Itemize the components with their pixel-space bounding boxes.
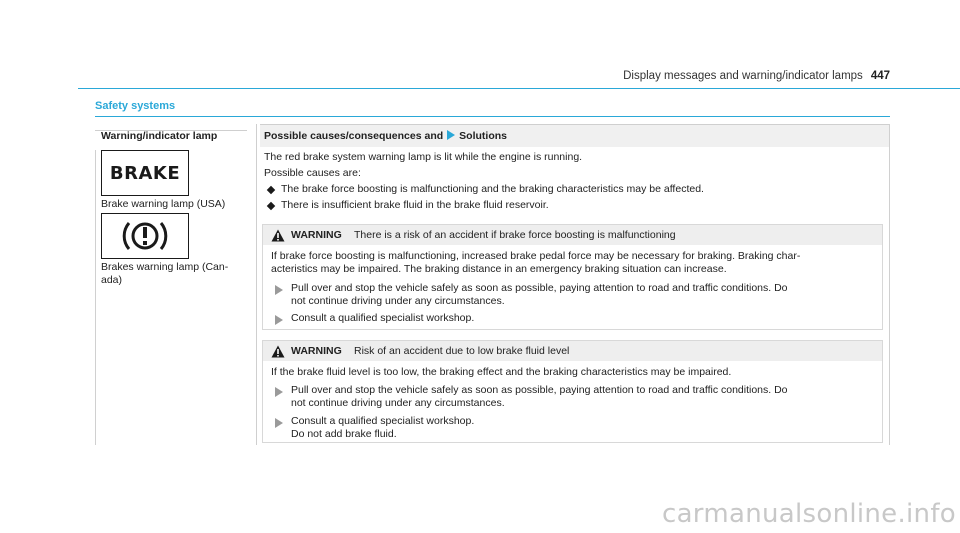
caption-line-1: Brakes warning lamp (Can- bbox=[101, 261, 229, 273]
warning-body-line-1: If the brake fluid level is too low, the braking effect and the braking characteristics may be impaired. bbox=[271, 366, 732, 378]
step-arrow-icon bbox=[275, 418, 283, 428]
table-left-border bbox=[95, 150, 96, 445]
warning-box-fluid-level bbox=[262, 340, 883, 443]
warning-title: Risk of an accident due to low brake fluid level bbox=[354, 345, 570, 357]
warning-triangle-icon bbox=[271, 229, 285, 242]
column-heading-causes bbox=[264, 130, 507, 142]
caption-line-2: ada) bbox=[101, 274, 123, 286]
brake-lamp-text: BRAKE bbox=[109, 162, 181, 184]
brakes-warning-lamp-canada-icon bbox=[101, 213, 189, 259]
bullet-icon bbox=[267, 186, 275, 194]
warning-title: There is a risk of an accident if brake force boosting is malfunctioning bbox=[354, 229, 676, 241]
step-arrow-icon bbox=[275, 285, 283, 295]
table-right-border bbox=[889, 124, 890, 445]
step-2-line-1: Consult a qualified specialist workshop. bbox=[291, 415, 475, 427]
arrow-right-icon bbox=[447, 130, 455, 140]
section-title: Safety systems bbox=[95, 100, 176, 112]
intro-line-1: The red brake system warning lamp is lit while the engine is running. bbox=[264, 151, 583, 163]
brake-warning-lamp-icon bbox=[101, 150, 189, 196]
step-arrow-icon bbox=[275, 387, 283, 397]
column-heading-lamp: Warning/indicator lamp bbox=[101, 130, 218, 142]
column-divider bbox=[256, 124, 257, 445]
top-rule bbox=[78, 88, 960, 89]
brake-lamp-caption-usa: Brake warning lamp (USA) bbox=[101, 198, 226, 210]
heading-causes-text: Possible causes/consequences and bbox=[264, 130, 444, 142]
warning-label: WARNING bbox=[291, 229, 342, 241]
brakes-lamp-caption-canada bbox=[101, 261, 228, 287]
step-arrow-icon bbox=[275, 315, 283, 325]
step-2-line-2: Do not add brake fluid. bbox=[291, 428, 397, 440]
bullet-icon bbox=[267, 202, 275, 210]
page-number: 447 bbox=[870, 70, 890, 82]
intro-line-2: Possible causes are: bbox=[264, 167, 361, 179]
warning-body-line-1: If brake force boosting is malfunctioning, increased brake pedal force may be necessary for braking. Braking char- bbox=[271, 250, 801, 262]
step-1-line-1: Pull over and stop the vehicle safely as soon as possible, paying attention to road and traffic conditions. Do bbox=[291, 282, 788, 294]
watermark-text: carmanualsonline.info bbox=[661, 499, 956, 529]
step-1-line-2: not continue driving under any circumstances. bbox=[291, 295, 505, 307]
warning-triangle-icon bbox=[271, 345, 285, 358]
warning-label: WARNING bbox=[291, 345, 342, 357]
step-1-line-2: not continue driving under any circumstances. bbox=[291, 397, 505, 409]
running-header bbox=[623, 70, 890, 82]
section-rule bbox=[95, 116, 890, 117]
step-2-line-1: Consult a qualified specialist workshop. bbox=[291, 312, 475, 324]
heading-solutions-text: Solutions bbox=[459, 130, 508, 142]
step-1-line-1: Pull over and stop the vehicle safely as soon as possible, paying attention to road and traffic conditions. Do bbox=[291, 384, 788, 396]
cause-item-1: The brake force boosting is malfunctioning and the braking characteristics may be affected. bbox=[281, 183, 704, 195]
warning-body-line-2: acteristics may be impaired. The braking distance in an emergency braking situation can increase. bbox=[271, 263, 727, 275]
warning-box-boosting bbox=[262, 224, 883, 330]
right-column-rule bbox=[260, 124, 890, 125]
running-title: Display messages and warning/indicator lamps bbox=[623, 70, 863, 82]
exclamation-circle-icon bbox=[115, 215, 175, 257]
cause-item-2: There is insufficient brake fluid in the brake fluid reservoir. bbox=[281, 199, 549, 211]
